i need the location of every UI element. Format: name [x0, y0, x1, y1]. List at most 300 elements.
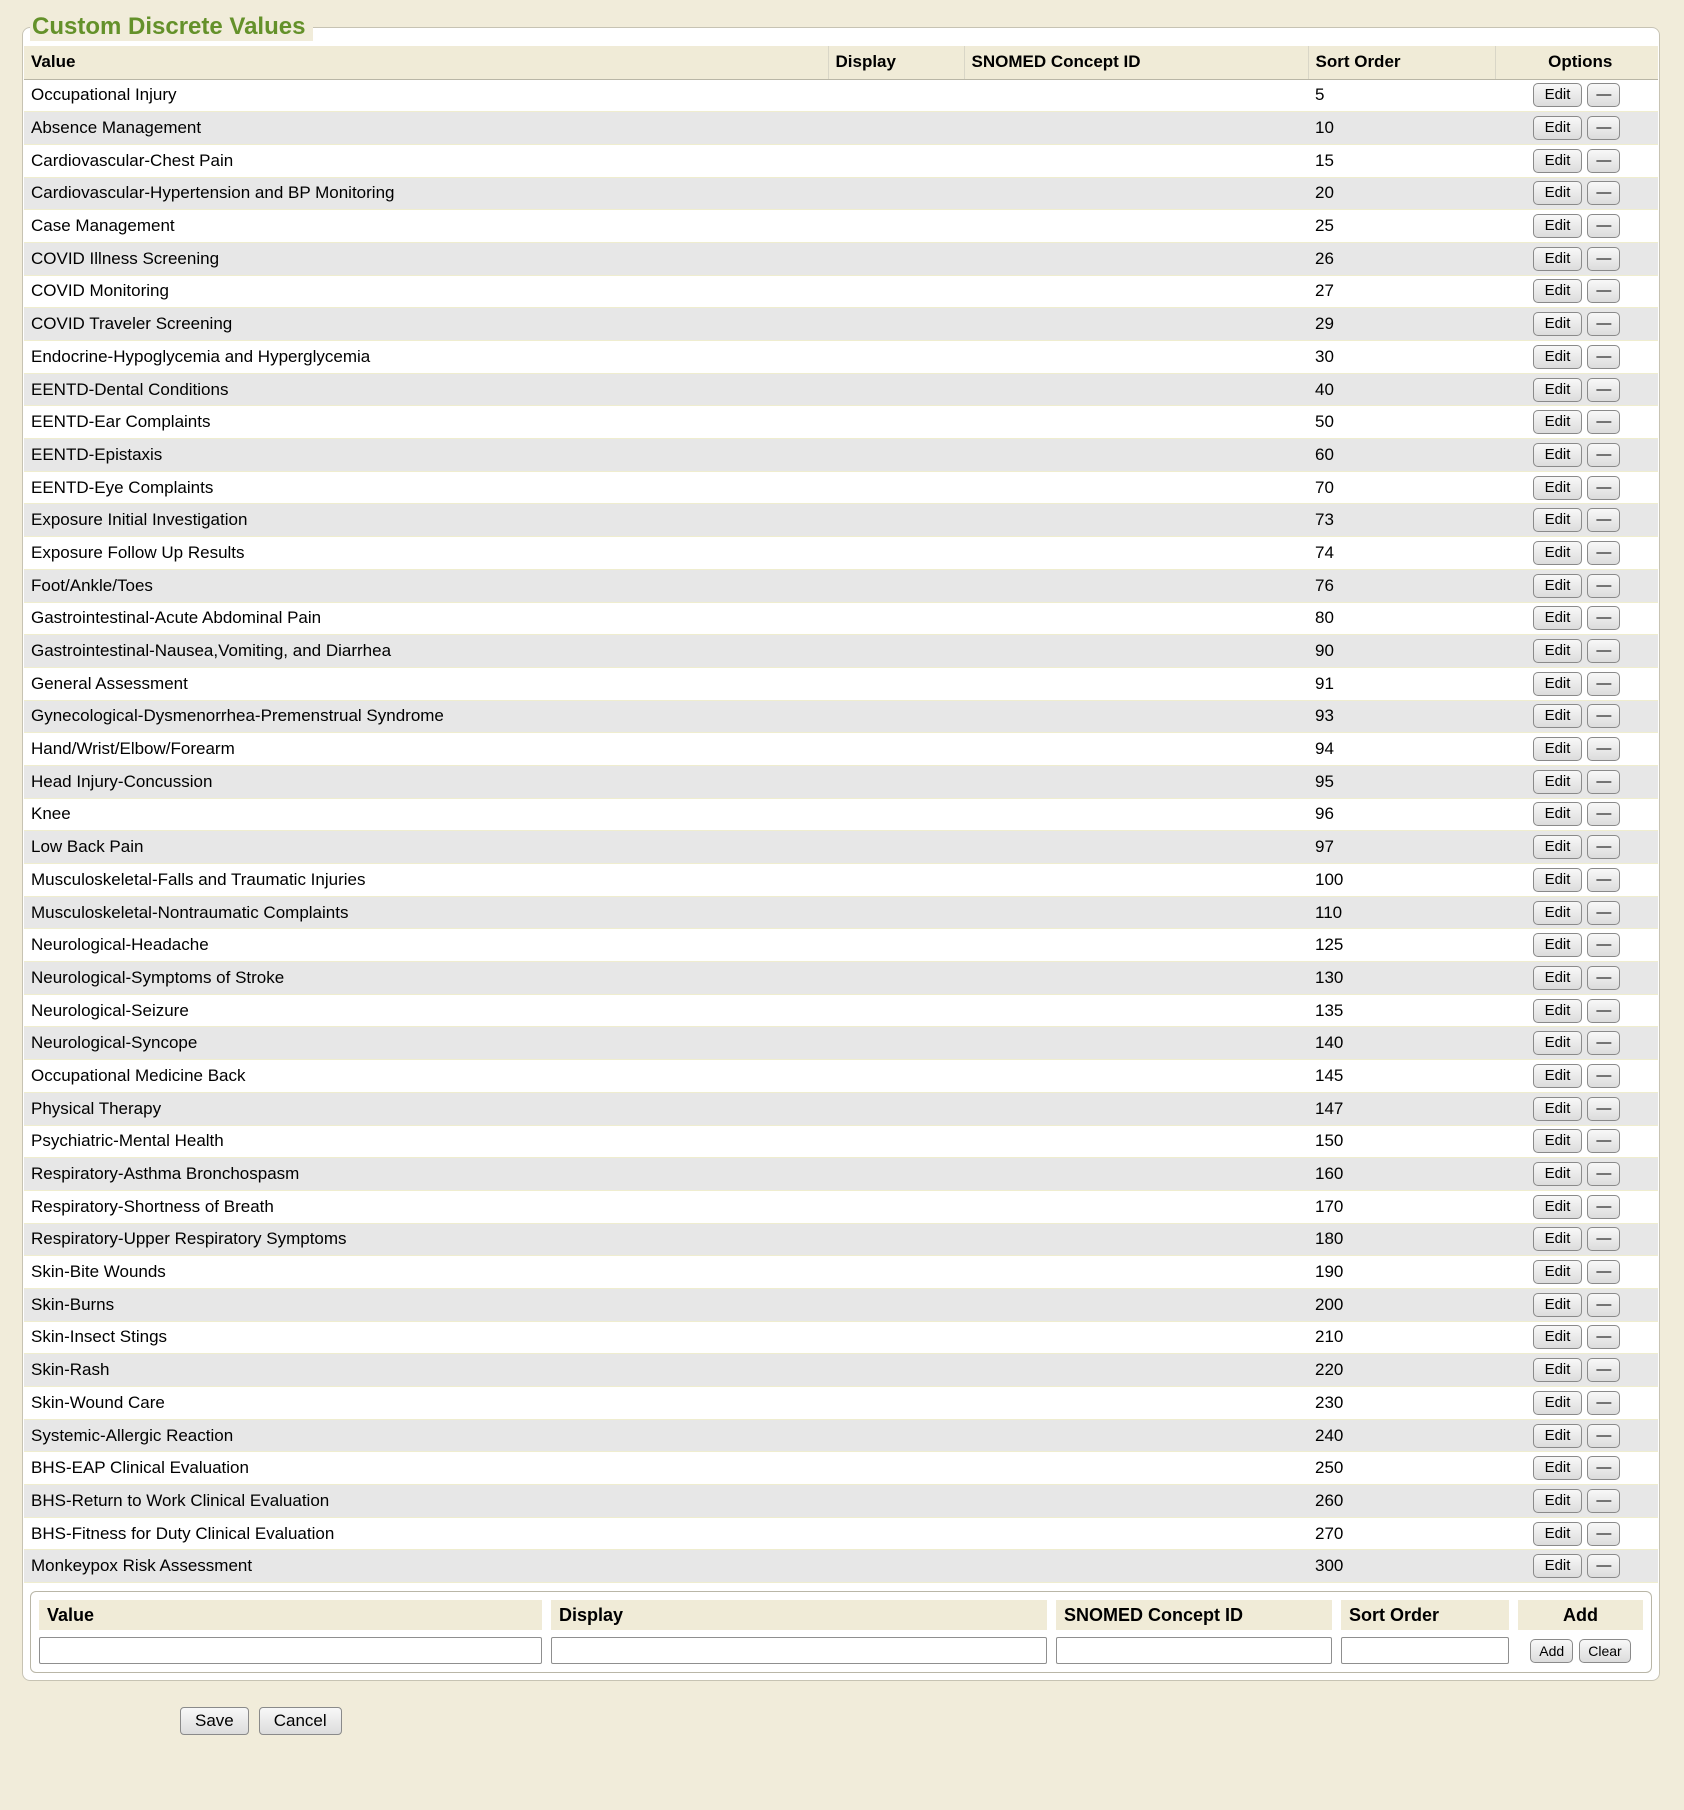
table-row [24, 1321, 1658, 1354]
snomed-cell [964, 144, 1308, 177]
edit-button[interactable]: Edit [1533, 1129, 1583, 1153]
value-cell: Gastrointestinal-Acute Abdominal Pain [24, 602, 828, 635]
remove-button[interactable]: — [1587, 770, 1620, 794]
edit-button[interactable]: Edit [1533, 1554, 1583, 1578]
edit-button[interactable]: Edit [1533, 83, 1583, 107]
edit-button[interactable]: Edit [1533, 1522, 1583, 1546]
value-cell: COVID Traveler Screening [24, 308, 828, 341]
table-row [24, 537, 1658, 570]
options-cell [1495, 471, 1658, 504]
snomed-cell [964, 537, 1308, 570]
options-cell [1495, 765, 1658, 798]
remove-button[interactable]: — [1587, 606, 1620, 630]
edit-button[interactable]: Edit [1533, 541, 1583, 565]
display-cell [828, 1288, 964, 1321]
options-cell [1495, 602, 1658, 635]
table-row [24, 504, 1658, 537]
remove-button[interactable]: — [1587, 835, 1620, 859]
value-cell: Neurological-Symptoms of Stroke [24, 962, 828, 995]
remove-button[interactable]: — [1587, 1260, 1620, 1284]
options-cell [1495, 1092, 1658, 1125]
snomed-cell [964, 275, 1308, 308]
footer-actions [180, 1707, 1684, 1735]
sort-order-cell: 90 [1308, 635, 1495, 668]
remove-button[interactable]: — [1587, 1522, 1620, 1546]
table-row [24, 831, 1658, 864]
remove-button[interactable]: — [1587, 1129, 1620, 1153]
sort-order-cell: 25 [1308, 210, 1495, 243]
sort-order-cell: 96 [1308, 798, 1495, 831]
sort-order-input[interactable] [1341, 1637, 1509, 1664]
edit-button[interactable]: Edit [1533, 1456, 1583, 1480]
sort-order-cell: 29 [1308, 308, 1495, 341]
snomed-cell [964, 1060, 1308, 1093]
value-cell: Head Injury-Concussion [24, 765, 828, 798]
display-cell [828, 569, 964, 602]
table-row [24, 733, 1658, 766]
value-cell: Knee [24, 798, 828, 831]
edit-button[interactable]: Edit [1533, 966, 1583, 990]
options-cell [1495, 1060, 1658, 1093]
display-cell [828, 831, 964, 864]
table-row [24, 144, 1658, 177]
options-cell [1495, 504, 1658, 537]
options-cell [1495, 308, 1658, 341]
edit-button[interactable]: Edit [1533, 1358, 1583, 1382]
sort-order-cell: 20 [1308, 177, 1495, 210]
snomed-cell [964, 1027, 1308, 1060]
options-cell [1495, 635, 1658, 668]
snomed-cell [964, 1517, 1308, 1550]
edit-button[interactable]: Edit [1533, 574, 1583, 598]
edit-button[interactable]: Edit [1533, 1260, 1583, 1284]
edit-button[interactable]: Edit [1533, 508, 1583, 532]
remove-button[interactable]: — [1587, 1064, 1620, 1088]
remove-button[interactable]: — [1587, 116, 1620, 140]
table-row [24, 602, 1658, 635]
remove-button[interactable]: — [1587, 410, 1620, 434]
sort-order-cell: 91 [1308, 667, 1495, 700]
value-cell: Case Management [24, 210, 828, 243]
edit-button[interactable]: Edit [1533, 802, 1583, 826]
options-cell [1495, 177, 1658, 210]
sort-order-cell: 210 [1308, 1321, 1495, 1354]
edit-button[interactable]: Edit [1533, 1293, 1583, 1317]
edit-button[interactable]: Edit [1533, 476, 1583, 500]
table-row [24, 569, 1658, 602]
edit-button[interactable]: Edit [1533, 181, 1583, 205]
table-row [24, 1092, 1658, 1125]
remove-button[interactable]: — [1587, 901, 1620, 925]
column-header-snomed: SNOMED Concept ID [964, 46, 1308, 79]
snomed-cell [964, 994, 1308, 1027]
value-cell: Psychiatric-Mental Health [24, 1125, 828, 1158]
edit-button[interactable]: Edit [1533, 868, 1583, 892]
table-row [24, 1190, 1658, 1223]
value-cell: COVID Illness Screening [24, 242, 828, 275]
sort-order-cell: 260 [1308, 1485, 1495, 1518]
table-row [24, 308, 1658, 341]
snomed-cell [964, 667, 1308, 700]
display-cell [828, 210, 964, 243]
display-cell [828, 1060, 964, 1093]
remove-button[interactable]: — [1587, 181, 1620, 205]
table-row [24, 994, 1658, 1027]
display-cell [828, 1452, 964, 1485]
display-cell [828, 406, 964, 439]
edit-button[interactable]: Edit [1533, 247, 1583, 271]
options-cell [1495, 1354, 1658, 1387]
display-cell [828, 602, 964, 635]
display-cell [828, 1550, 964, 1583]
options-cell [1495, 798, 1658, 831]
snomed-cell [964, 962, 1308, 995]
add-button[interactable]: Add [1530, 1639, 1573, 1663]
options-cell [1495, 962, 1658, 995]
remove-button[interactable]: — [1587, 1195, 1620, 1219]
value-cell: Gastrointestinal-Nausea,Vomiting, and Diarrhea [24, 635, 828, 668]
edit-button[interactable]: Edit [1533, 770, 1583, 794]
remove-button[interactable]: — [1587, 868, 1620, 892]
snomed-cell [964, 1387, 1308, 1420]
table-row [24, 1517, 1658, 1550]
sort-order-cell: 15 [1308, 144, 1495, 177]
remove-button[interactable]: — [1587, 1554, 1620, 1578]
sort-order-cell: 170 [1308, 1190, 1495, 1223]
column-header-value: Value [24, 46, 828, 79]
options-cell [1495, 1517, 1658, 1550]
value-cell: Respiratory-Shortness of Breath [24, 1190, 828, 1223]
sort-order-cell: 190 [1308, 1256, 1495, 1289]
display-cell [828, 1092, 964, 1125]
value-cell: COVID Monitoring [24, 275, 828, 308]
sort-order-cell: 230 [1308, 1387, 1495, 1420]
table-row [24, 112, 1658, 145]
remove-button[interactable]: — [1587, 1162, 1620, 1186]
sort-order-cell: 150 [1308, 1125, 1495, 1158]
options-cell [1495, 341, 1658, 374]
cancel-button[interactable]: Cancel [259, 1707, 342, 1735]
display-cell [828, 1321, 964, 1354]
remove-button[interactable]: — [1587, 279, 1620, 303]
edit-button[interactable]: Edit [1533, 1031, 1583, 1055]
value-cell: EENTD-Eye Complaints [24, 471, 828, 504]
sort-order-cell: 80 [1308, 602, 1495, 635]
remove-button[interactable]: — [1587, 737, 1620, 761]
snomed-cell [964, 439, 1308, 472]
display-cell [828, 994, 964, 1027]
sort-order-cell: 200 [1308, 1288, 1495, 1321]
remove-button[interactable]: — [1587, 1358, 1620, 1382]
snomed-cell [964, 1158, 1308, 1191]
snomed-cell [964, 79, 1308, 112]
display-cell [828, 1190, 964, 1223]
table-row [24, 1485, 1658, 1518]
display-cell [828, 929, 964, 962]
edit-button[interactable]: Edit [1533, 279, 1583, 303]
remove-button[interactable]: — [1587, 1227, 1620, 1251]
options-cell [1495, 1256, 1658, 1289]
display-cell [828, 1027, 964, 1060]
table-row [24, 1256, 1658, 1289]
add-header-value: Value [39, 1600, 542, 1630]
display-cell [828, 896, 964, 929]
sort-order-cell: 147 [1308, 1092, 1495, 1125]
edit-button[interactable]: Edit [1533, 345, 1583, 369]
display-cell [828, 144, 964, 177]
sort-order-cell: 27 [1308, 275, 1495, 308]
value-cell: Neurological-Seizure [24, 994, 828, 1027]
remove-button[interactable]: — [1587, 1293, 1620, 1317]
value-cell: Gynecological-Dysmenorrhea-Premenstrual Syndrome [24, 700, 828, 733]
sort-order-cell: 93 [1308, 700, 1495, 733]
custom-discrete-values-panel [22, 13, 1660, 1681]
remove-button[interactable]: — [1587, 639, 1620, 663]
value-cell: Foot/Ankle/Toes [24, 569, 828, 602]
display-cell [828, 537, 964, 570]
value-cell: Neurological-Headache [24, 929, 828, 962]
remove-button[interactable]: — [1587, 1424, 1620, 1448]
display-cell [828, 341, 964, 374]
edit-button[interactable]: Edit [1533, 214, 1583, 238]
snomed-cell [964, 210, 1308, 243]
snomed-cell [964, 1321, 1308, 1354]
edit-button[interactable]: Edit [1533, 1325, 1583, 1349]
snomed-cell [964, 635, 1308, 668]
remove-button[interactable]: — [1587, 1031, 1620, 1055]
snomed-cell [964, 504, 1308, 537]
display-cell [828, 1419, 964, 1452]
value-cell: Musculoskeletal-Nontraumatic Complaints [24, 896, 828, 929]
snomed-cell [964, 341, 1308, 374]
table-row [24, 471, 1658, 504]
display-cell [828, 1256, 964, 1289]
remove-button[interactable]: — [1587, 999, 1620, 1023]
remove-button[interactable]: — [1587, 1097, 1620, 1121]
display-cell [828, 79, 964, 112]
sort-order-cell: 97 [1308, 831, 1495, 864]
snomed-cell [964, 1485, 1308, 1518]
edit-button[interactable]: Edit [1533, 639, 1583, 663]
remove-button[interactable]: — [1587, 1456, 1620, 1480]
remove-button[interactable]: — [1587, 345, 1620, 369]
remove-button[interactable]: — [1587, 214, 1620, 238]
display-cell [828, 733, 964, 766]
sort-order-cell: 95 [1308, 765, 1495, 798]
snomed-cell [964, 308, 1308, 341]
remove-button[interactable]: — [1587, 312, 1620, 336]
value-cell: BHS-EAP Clinical Evaluation [24, 1452, 828, 1485]
sort-order-cell: 10 [1308, 112, 1495, 145]
remove-button[interactable]: — [1587, 149, 1620, 173]
value-cell: Systemic-Allergic Reaction [24, 1419, 828, 1452]
edit-button[interactable]: Edit [1533, 1162, 1583, 1186]
table-row [24, 1223, 1658, 1256]
edit-button[interactable]: Edit [1533, 999, 1583, 1023]
snomed-cell [964, 831, 1308, 864]
edit-button[interactable]: Edit [1533, 410, 1583, 434]
sort-order-cell: 145 [1308, 1060, 1495, 1093]
sort-order-cell: 220 [1308, 1354, 1495, 1387]
value-input[interactable] [39, 1637, 542, 1664]
add-header-display: Display [551, 1600, 1047, 1630]
remove-button[interactable]: — [1587, 933, 1620, 957]
table-row [24, 177, 1658, 210]
value-cell: Occupational Medicine Back [24, 1060, 828, 1093]
sort-order-cell: 140 [1308, 1027, 1495, 1060]
display-cell [828, 1158, 964, 1191]
edit-button[interactable]: Edit [1533, 149, 1583, 173]
display-cell [828, 112, 964, 145]
edit-button[interactable]: Edit [1533, 1391, 1583, 1415]
remove-button[interactable]: — [1587, 378, 1620, 402]
table-row [24, 1452, 1658, 1485]
remove-button[interactable]: — [1587, 802, 1620, 826]
edit-button[interactable]: Edit [1533, 704, 1583, 728]
sort-order-cell: 125 [1308, 929, 1495, 962]
remove-button[interactable]: — [1587, 1325, 1620, 1349]
display-cell [828, 765, 964, 798]
sort-order-cell: 70 [1308, 471, 1495, 504]
display-cell [828, 1354, 964, 1387]
value-cell: Exposure Follow Up Results [24, 537, 828, 570]
sort-order-cell: 300 [1308, 1550, 1495, 1583]
remove-button[interactable]: — [1587, 966, 1620, 990]
table-row [24, 1419, 1658, 1452]
edit-button[interactable]: Edit [1533, 933, 1583, 957]
table-row [24, 439, 1658, 472]
options-cell [1495, 1027, 1658, 1060]
remove-button[interactable]: — [1587, 574, 1620, 598]
remove-button[interactable]: — [1587, 541, 1620, 565]
sort-order-cell: 30 [1308, 341, 1495, 374]
edit-button[interactable]: Edit [1533, 1097, 1583, 1121]
edit-button[interactable]: Edit [1533, 1227, 1583, 1251]
remove-button[interactable]: — [1587, 476, 1620, 500]
value-cell: Respiratory-Upper Respiratory Symptoms [24, 1223, 828, 1256]
table-row [24, 896, 1658, 929]
table-row [24, 1550, 1658, 1583]
value-cell: Exposure Initial Investigation [24, 504, 828, 537]
options-cell [1495, 144, 1658, 177]
display-cell [828, 1125, 964, 1158]
edit-button[interactable]: Edit [1533, 737, 1583, 761]
options-cell [1495, 667, 1658, 700]
sort-order-cell: 180 [1308, 1223, 1495, 1256]
options-cell [1495, 79, 1658, 112]
edit-button[interactable]: Edit [1533, 606, 1583, 630]
snomed-cell [964, 1288, 1308, 1321]
edit-button[interactable]: Edit [1533, 1064, 1583, 1088]
page-title: Custom Discrete Values [30, 13, 313, 41]
table-row [24, 1125, 1658, 1158]
table-row [24, 242, 1658, 275]
table-row [24, 373, 1658, 406]
clear-button[interactable]: Clear [1579, 1639, 1630, 1663]
column-header-sort-order: Sort Order [1308, 46, 1495, 79]
remove-button[interactable]: — [1587, 704, 1620, 728]
remove-button[interactable]: — [1587, 443, 1620, 467]
edit-button[interactable]: Edit [1533, 443, 1583, 467]
snomed-cell [964, 471, 1308, 504]
sort-order-cell: 240 [1308, 1419, 1495, 1452]
options-cell [1495, 1485, 1658, 1518]
edit-button[interactable]: Edit [1533, 901, 1583, 925]
sort-order-cell: 40 [1308, 373, 1495, 406]
remove-button[interactable]: — [1587, 83, 1620, 107]
sort-order-cell: 60 [1308, 439, 1495, 472]
display-cell [828, 504, 964, 537]
snomed-cell [964, 1125, 1308, 1158]
display-cell [828, 373, 964, 406]
display-cell [828, 962, 964, 995]
options-cell [1495, 1387, 1658, 1420]
value-cell: Skin-Burns [24, 1288, 828, 1321]
options-cell [1495, 112, 1658, 145]
options-cell [1495, 1550, 1658, 1583]
table-row [24, 79, 1658, 112]
sort-order-cell: 94 [1308, 733, 1495, 766]
display-cell [828, 667, 964, 700]
remove-button[interactable]: — [1587, 247, 1620, 271]
table-row [24, 765, 1658, 798]
edit-button[interactable]: Edit [1533, 1195, 1583, 1219]
save-button[interactable]: Save [180, 1707, 249, 1735]
value-cell: BHS-Return to Work Clinical Evaluation [24, 1485, 828, 1518]
table-body [24, 79, 1658, 1583]
options-cell [1495, 439, 1658, 472]
edit-button[interactable]: Edit [1533, 1424, 1583, 1448]
snomed-cell [964, 1550, 1308, 1583]
value-cell: BHS-Fitness for Duty Clinical Evaluation [24, 1517, 828, 1550]
edit-button[interactable]: Edit [1533, 835, 1583, 859]
value-cell: Physical Therapy [24, 1092, 828, 1125]
value-cell: Endocrine-Hypoglycemia and Hyperglycemia [24, 341, 828, 374]
edit-button[interactable]: Edit [1533, 312, 1583, 336]
edit-button[interactable]: Edit [1533, 1489, 1583, 1513]
options-cell [1495, 275, 1658, 308]
remove-button[interactable]: — [1587, 1489, 1620, 1513]
sort-order-cell: 135 [1308, 994, 1495, 1027]
snomed-cell [964, 177, 1308, 210]
value-cell: Hand/Wrist/Elbow/Forearm [24, 733, 828, 766]
edit-button[interactable]: Edit [1533, 672, 1583, 696]
remove-button[interactable]: — [1587, 508, 1620, 532]
options-cell [1495, 1223, 1658, 1256]
edit-button[interactable]: Edit [1533, 378, 1583, 402]
options-cell [1495, 1321, 1658, 1354]
display-cell [828, 798, 964, 831]
sort-order-cell: 50 [1308, 406, 1495, 439]
value-cell: EENTD-Epistaxis [24, 439, 828, 472]
table-header-row [24, 46, 1658, 79]
display-input[interactable] [551, 1637, 1047, 1664]
remove-button[interactable]: — [1587, 672, 1620, 696]
custom-values-table [24, 46, 1658, 1583]
display-cell [828, 700, 964, 733]
snomed-input[interactable] [1056, 1637, 1332, 1664]
table-row [24, 667, 1658, 700]
add-row-form [30, 1591, 1652, 1673]
edit-button[interactable]: Edit [1533, 116, 1583, 140]
value-cell: Skin-Wound Care [24, 1387, 828, 1420]
options-cell [1495, 896, 1658, 929]
table-row [24, 1158, 1658, 1191]
remove-button[interactable]: — [1587, 1391, 1620, 1415]
display-cell [828, 1387, 964, 1420]
sort-order-cell: 250 [1308, 1452, 1495, 1485]
options-cell [1495, 1125, 1658, 1158]
